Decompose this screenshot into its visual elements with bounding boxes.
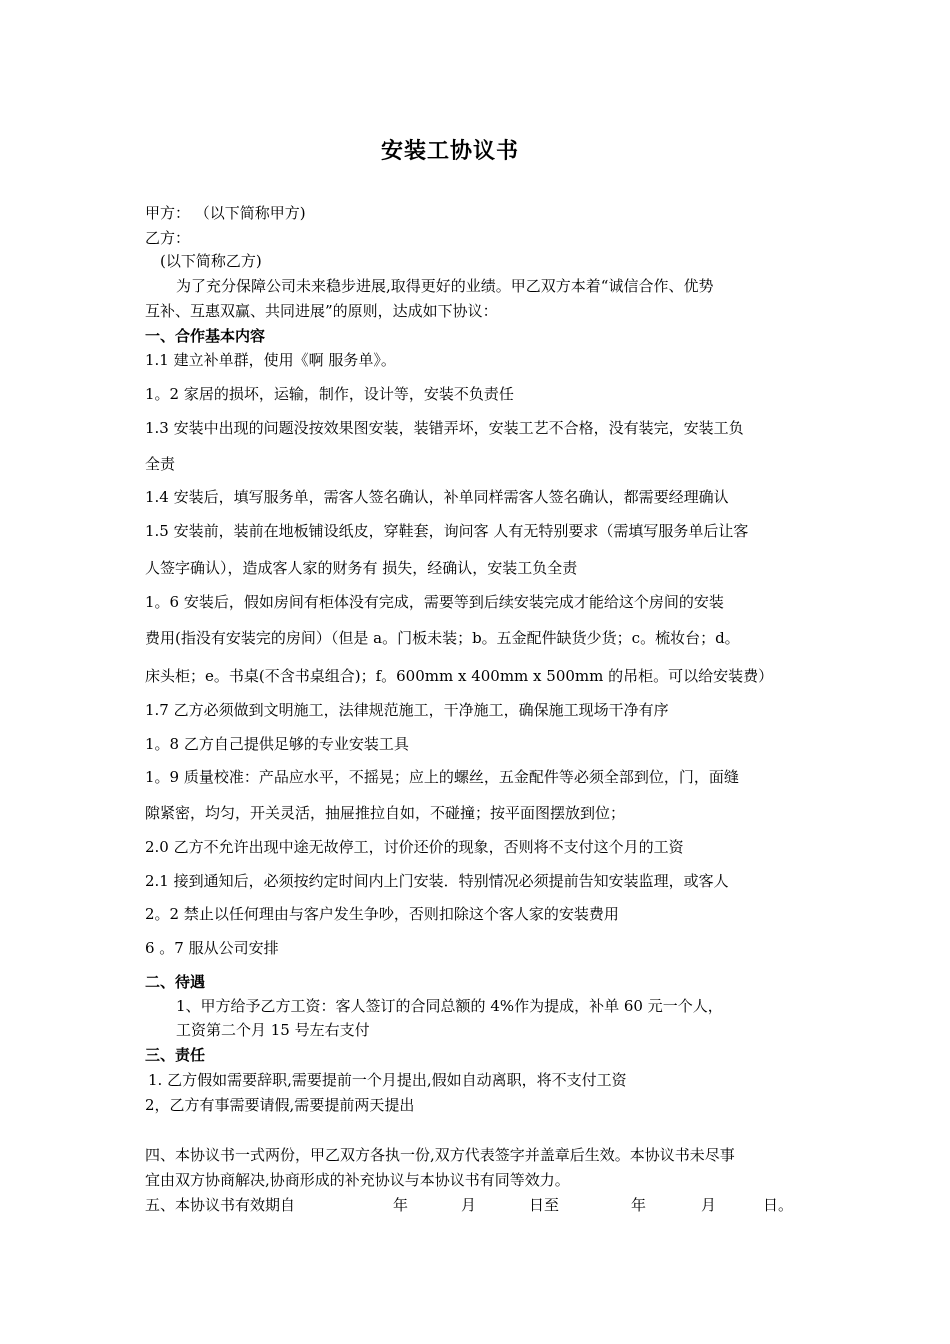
intro-line-1: 为了充分保障公司未来稳步进展,取得更好的业绩。甲乙双方本着“诚信合作、优势 [176, 277, 714, 295]
intro-line-2: 互补、互惠双赢、共同进展”的原则，达成如下协议： [145, 302, 498, 320]
clause-1-5-line-2: 人签字确认），造成客人家的财务有 损失，经确认，安装工负全责 [145, 559, 578, 577]
clause-1-3-line-2: 全责 [145, 455, 176, 473]
party-a-line: 甲方： （以下简称甲方) [145, 204, 306, 222]
clause-1-6-line-2: 费用(指没有安装完的房间）（但是 a。门板未装；b。五金配件缺货少货；c。梳妆台；d。 [145, 629, 740, 647]
clause-1-9-line-1: 1。9 质量校准：产品应水平，不摇晃；应上的螺丝，五金配件等必须全部到位，门，面缝 [145, 768, 739, 786]
pay-line-1: 1、甲方给予乙方工资：客人签订的合同总额的 4%作为提成，补单 60 元一个人， [176, 997, 723, 1015]
responsibility-1: 1. 乙方假如需要辞职,需要提前一个月提出,假如自动离职，将不支付工资 [148, 1071, 627, 1089]
section-4-line-2: 宜由双方协商解决,协商形成的补充协议与本协议书有同等效力。 [145, 1171, 570, 1189]
clause-2-1: 2.1 接到通知后，必须按约定时间内上门安装．特别情况必须提前告知安装监理，或客人 [145, 872, 729, 890]
clause-1-5-line-1: 1.5 安装前，装前在地板铺设纸皮，穿鞋套，询问客 人有无特别要求（需填写服务单后让客 [145, 522, 749, 540]
document-title: 安装工协议书 [380, 138, 519, 164]
party-b-note: (以下简称乙方) [160, 252, 262, 270]
validity-end-month: 月 [701, 1196, 717, 1214]
clause-1-9-line-2: 隙紧密，均匀，开关灵活，抽屉推拉自如，不碰撞；按平面图摆放到位； [145, 804, 626, 822]
clause-1-4: 1.4 安装后，填写服务单，需客人签名确认，补单同样需客人签名确认，都需要经理确认 [145, 488, 729, 506]
clause-1-6-line-1: 1。6 安装后，假如房间有柜体没有完成，需要等到后续安装完成才能给这个房间的安装 [145, 593, 724, 611]
section-3-heading: 三、责任 [145, 1046, 206, 1064]
validity-end-day: 日。 [763, 1196, 794, 1214]
section-1-heading: 一、合作基本内容 [145, 327, 266, 345]
pay-line-2: 工资第二个月 15 号左右支付 [176, 1021, 370, 1039]
clause-1-2: 1。2 家居的损坏，运输，制作，设计等，安装不负责任 [145, 385, 514, 403]
validity-period-line [145, 1195, 825, 1215]
clause-1-3-line-1: 1.3 安装中出现的问题没按效果图安装，装错弄坏，安装工艺不合格，没有装完，安装工负 [145, 419, 744, 437]
section-4-line-1: 四、本协议书一式两份，甲乙双方各执一份,双方代表签字并盖章后生效。本协议书未尽事 [145, 1146, 735, 1164]
validity-start-year: 年 [393, 1196, 409, 1214]
clause-2-2: 2。2 禁止以任何理由与客户发生争吵，否则扣除这个客人家的安装费用 [145, 905, 619, 923]
clause-1-7: 1.7 乙方必须做到文明施工，法律规范施工，干净施工，确保施工现场干净有序 [145, 701, 669, 719]
validity-start-month: 月 [461, 1196, 477, 1214]
clause-1-8: 1。8 乙方自己提供足够的专业安装工具 [145, 735, 409, 753]
responsibility-2: 2，乙方有事需要请假,需要提前两天提出 [145, 1096, 415, 1114]
clause-1-6-line-3: 床头柜；e。书桌(不含书桌组合)；f。600mm x 400mm x 500mm 的吊柜。可以给安装费） [145, 667, 774, 685]
validity-end-year: 年 [631, 1196, 647, 1214]
party-b-line: 乙方： [145, 229, 191, 247]
clause-6-7: 6 。7 服从公司安排 [145, 939, 279, 957]
clause-1-1: 1.1 建立补单群，使用《啊 服务单》。 [145, 351, 396, 369]
validity-label: 五、本协议书有效期自 [145, 1196, 296, 1214]
section-2-heading: 二、待遇 [145, 973, 206, 991]
clause-2-0: 2.0 乙方不允许出现中途无故停工，讨价还价的现象，否则将不支付这个月的工资 [145, 838, 684, 856]
validity-start-day: 日至 [529, 1196, 560, 1214]
